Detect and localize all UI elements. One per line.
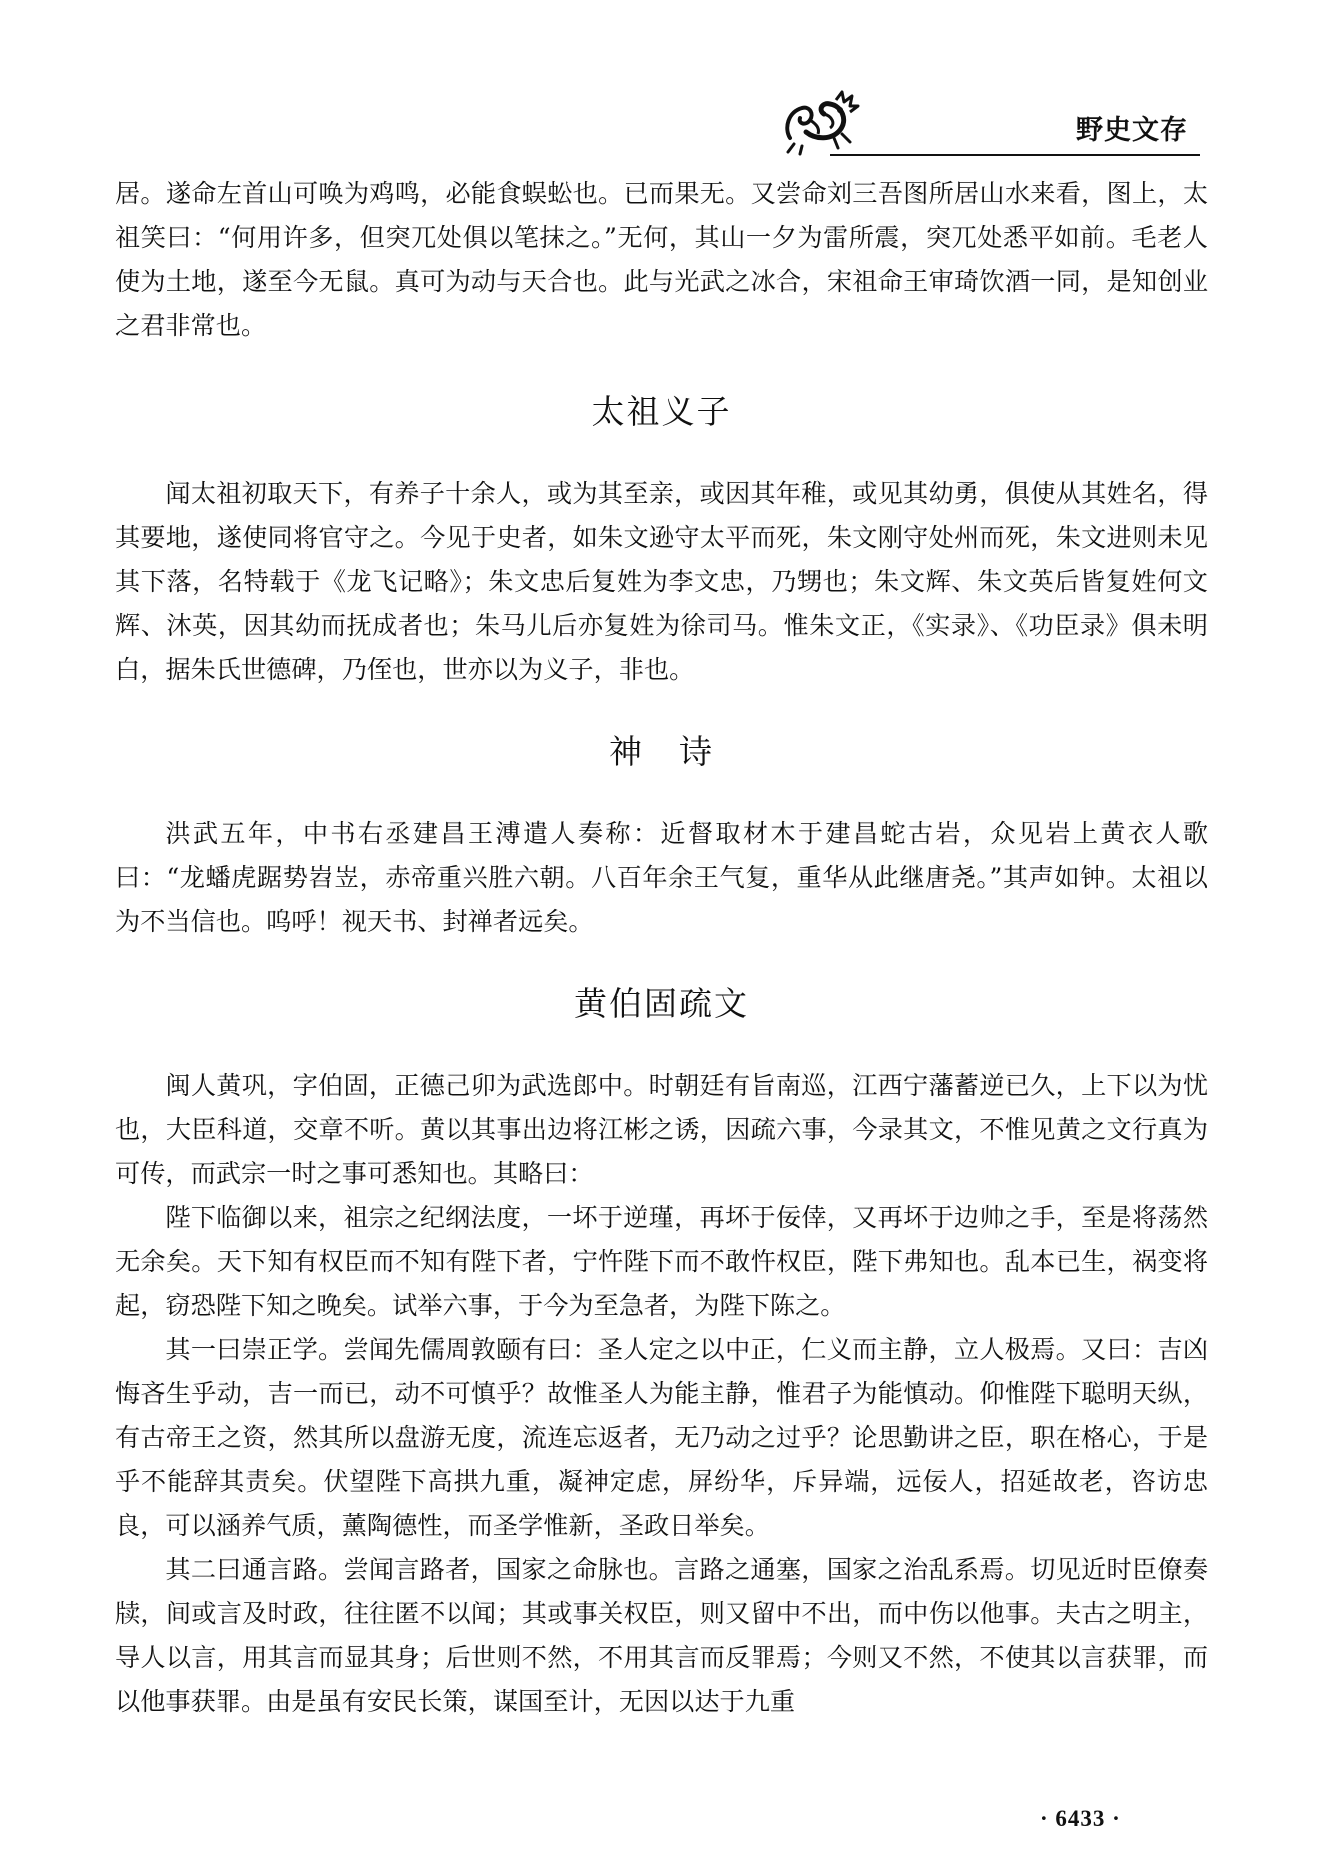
section-title-huang-bogu-memorial: 黄伯固疏文 <box>574 984 749 1023</box>
page-header <box>780 88 1200 160</box>
section-title-taizu-adopted-sons: 太祖义子 <box>591 392 732 431</box>
running-title: 野史文存 <box>1076 115 1188 146</box>
paragraph: 闻太祖初取天下，有养子十余人，或为其至亲，或因其年稚，或见其幼勇，俱使从其姓名，得其要地，遂使同将官守之。今见于史者，如朱文逊守太平而死，朱文刚守处州而死，朱文进则未见其下落，名特载于《龙飞记略》；朱文忠后复姓为李文忠，乃甥也；朱文辉、朱文英后皆复姓何文辉、沐英，因其幼而抚成者也；朱马儿后亦复姓为徐司马。惟朱文正，《实录》、《功臣录》俱未明白，据朱氏世德碑，乃侄也，世亦以为义子，非也。 <box>115 479 1208 684</box>
page-body <box>115 172 1208 1724</box>
paragraph: 其二曰通言路。尝闻言路者，国家之命脉也。言路之通塞，国家之治乱系焉。切见近时臣僚奏牍，间或言及时政，往往匿不以闻；其或事关权臣，则又留中不出，而中伤以他事。夫古之明主，导人以言，用其言而显其身；后世则不然，不用其言而反罪焉；今则又不然，不使其以言获罪，而以他事获罪。由是虽有安民长策，谋国至计，无因以达于九重 <box>115 1555 1208 1716</box>
paragraph: 洪武五年，中书右丞建昌王溥遣人奏称：近督取材木于建昌蛇古岩，众见岩上黄衣人歌曰：“龙蟠虎踞势岧岦，赤帝重兴胜六朝。八百年余王气复，重华从此继唐尧。”其声如钟。太祖以为不当信也。呜呼！视天书、封禅者远矣。 <box>115 819 1208 936</box>
page-number: · 6433 · <box>1040 1806 1121 1831</box>
paragraph: 其一曰崇正学。尝闻先儒周敦颐有曰：圣人定之以中正，仁义而主静，立人极焉。又曰：吉凶悔吝生乎动，吉一而已，动不可慎乎？故惟圣人为能主静，惟君子为能慎动。仰惟陛下聪明天纵，有古帝王之资，然其所以盘游无度，流连忘返者，无乃动之过乎？论思勤讲之臣，职在格心，于是乎不能辞其责矣。伏望陛下高拱九重，凝神定虑，屏纷华，斥异端，远佞人，招延故老，咨访忠良，可以涵养气质，薰陶德性，而圣学惟新，圣政日举矣。 <box>115 1335 1208 1540</box>
dragon-icon <box>780 88 862 156</box>
section-title-divine-poem: 神 诗 <box>609 732 714 771</box>
continued-paragraph: 居。遂命左首山可唤为鸡鸣，必能食蜈蚣也。已而果无。又尝命刘三吾图所居山水来看，图上，太祖笑曰：“何用许多，但突兀处俱以笔抹之。”无何，其山一夕为雷所震，突兀处悉平如前。毛老人使为土地，遂至今无鼠。真可为动与天合也。此与光武之冰合，宋祖命王审琦饮酒一同，是知创业之君非常也。 <box>115 179 1208 340</box>
paragraph: 闽人黄巩，字伯固，正德己卯为武选郎中。时朝廷有旨南巡，江西宁藩蓄逆已久，上下以为忧也，大臣科道，交章不听。黄以其事出边将江彬之诱，因疏六事，今录其文，不惟见黄之文行真为可传，而武宗一时之事可悉知也。其略曰： <box>115 1071 1208 1188</box>
paragraph: 陛下临御以来，祖宗之纪纲法度，一坏于逆瑾，再坏于佞倖，又再坏于边帅之手，至是将荡然无余矣。天下知有权臣而不知有陛下者，宁忤陛下而不敢忤权臣，陛下弗知也。乱本已生，祸变将起，窃恐陛下知之晚矣。试举六事，于今为至急者，为陛下陈之。 <box>115 1203 1208 1320</box>
header-rule <box>830 154 1200 156</box>
